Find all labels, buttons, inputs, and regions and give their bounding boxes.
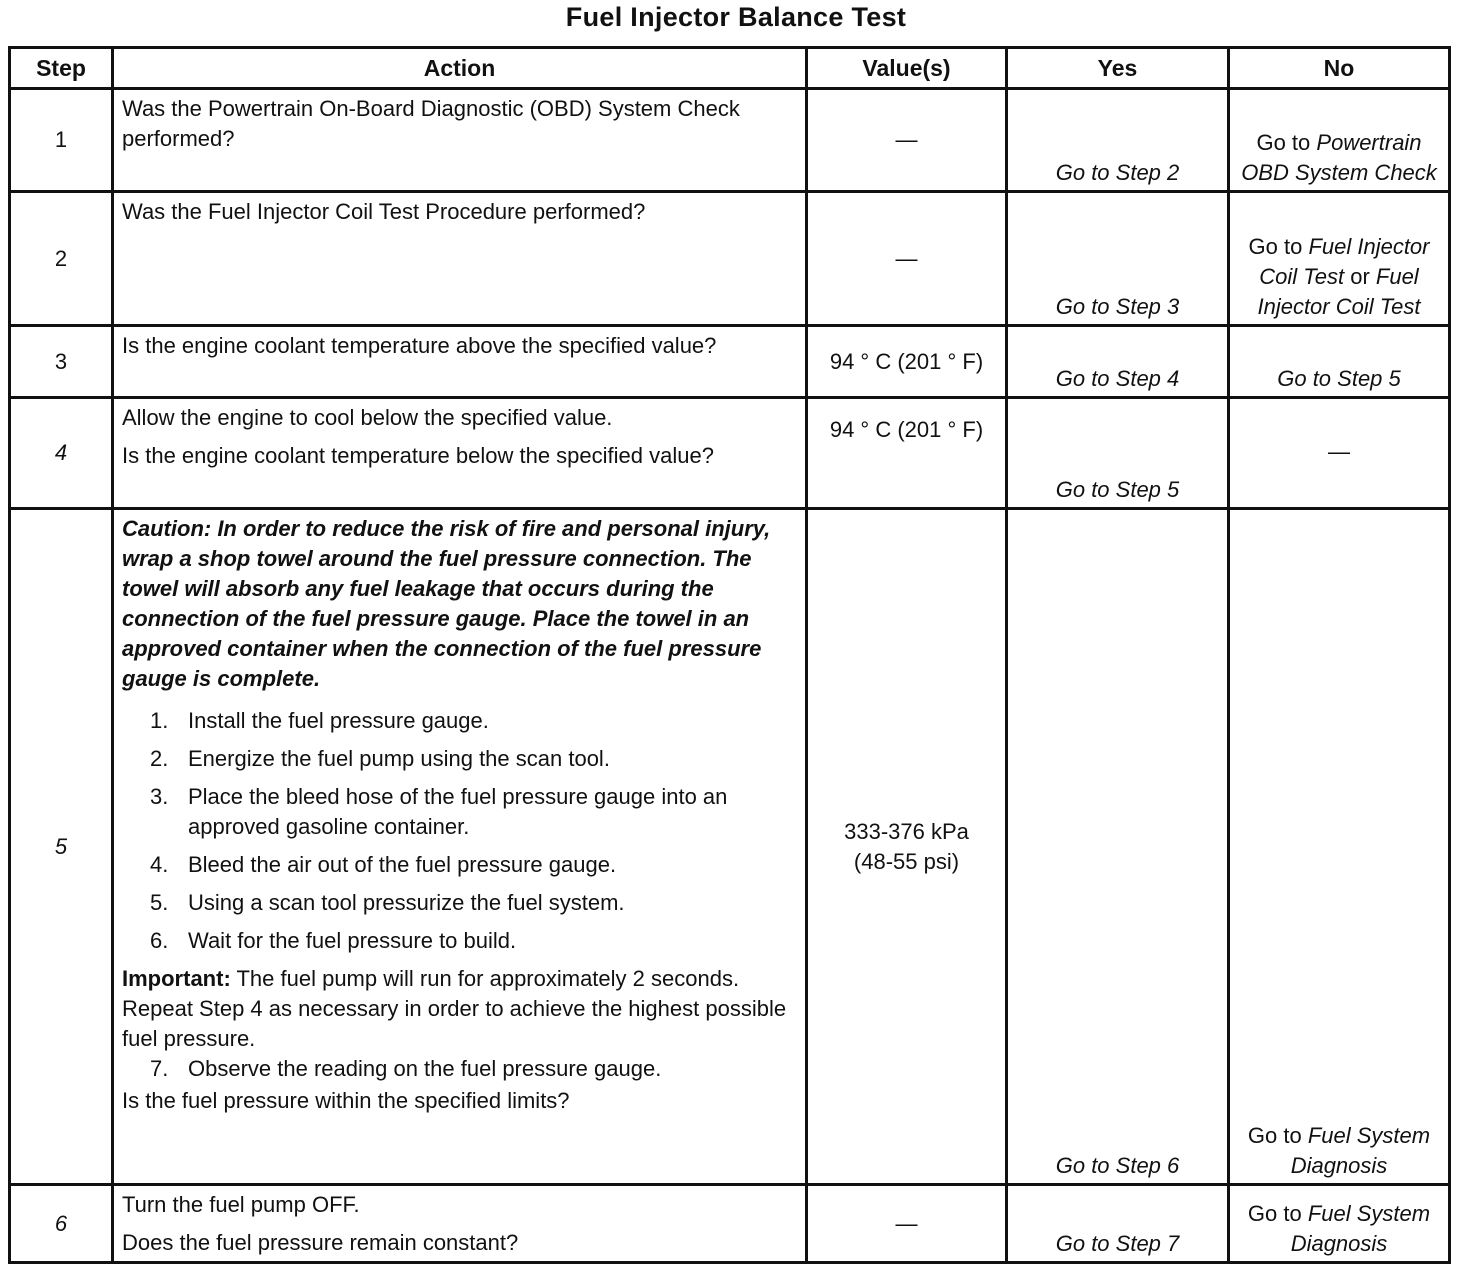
important-label: Important: — [122, 966, 231, 991]
no-link-2: Fuel Injector Coil Test — [1257, 264, 1421, 319]
value-cell: — — [807, 1185, 1007, 1263]
no-prefix: Go to — [1248, 234, 1303, 259]
value-line-2: (48-55 psi) — [853, 848, 960, 874]
header-step: Step — [10, 48, 113, 89]
yes-cell: Go to Step 4 — [1007, 326, 1229, 398]
value-line-1: 333-376 kPa — [844, 818, 969, 844]
no-cell — [1229, 89, 1450, 192]
yes-cell: Go to Step 6 — [1007, 509, 1229, 1185]
step-number: 5 — [10, 509, 113, 1185]
yes-cell: Go to Step 5 — [1007, 398, 1229, 509]
value-cell: — — [807, 89, 1007, 192]
caution-text: Caution: In order to reduce the risk of fire and personal injury, wrap a shop towel around the fuel pressure connection. The towel will absorb any fuel leakage that occurs during the connection of the fuel pressure gauge. Place the towel in an approved container when the connection of the fuel pressure gauge is complete. — [122, 516, 771, 691]
yes-cell: Go to Step 3 — [1007, 192, 1229, 326]
procedure-list-continued — [122, 1054, 797, 1084]
no-cell — [1229, 509, 1450, 1185]
no-prefix: Go to — [1247, 1201, 1302, 1226]
no-link: Fuel Injector Coil Test — [1259, 234, 1430, 289]
no-link: Fuel System Diagnosis — [1290, 1201, 1431, 1256]
no-cell: Go to Step 5 — [1229, 326, 1450, 398]
value-cell — [807, 509, 1007, 1185]
value-cell: — — [807, 192, 1007, 326]
step-number: 1 — [10, 89, 113, 192]
action-text-line-2: Does the fuel pressure remain constant? — [122, 1230, 519, 1255]
no-link: Fuel System Diagnosis — [1290, 1123, 1431, 1178]
action-text-line-1: Allow the engine to cool below the specified value. — [122, 405, 613, 430]
value-cell: 94 ° C (201 ° F) — [807, 398, 1007, 509]
no-cell — [1229, 1185, 1450, 1263]
header-values: Value(s) — [807, 48, 1007, 89]
step-number: 6 — [10, 1185, 113, 1263]
list-item: 7. Observe the reading on the fuel pressure gauge. — [150, 1056, 662, 1081]
action-text: Was the Powertrain On-Board Diagnostic (OBD) System Check performed? — [122, 96, 740, 151]
procedure-list — [122, 706, 797, 956]
no-cell — [1229, 192, 1450, 326]
list-item: 3. Place the bleed hose of the fuel pressure gauge into an approved gasoline container. — [150, 784, 728, 839]
action-question: Is the fuel pressure within the specified limits? — [122, 1088, 570, 1113]
list-item: 2. Energize the fuel pump using the scan tool. — [150, 746, 610, 771]
table-row — [10, 89, 1450, 192]
no-link: Powertrain OBD System Check — [1241, 130, 1437, 185]
header-yes: Yes — [1007, 48, 1229, 89]
table-row — [10, 1185, 1450, 1263]
action-text-line-2: Is the engine coolant temperature below the specified value? — [122, 443, 714, 468]
action-cell — [113, 509, 807, 1185]
header-row — [10, 48, 1450, 89]
action-text: Was the Fuel Injector Coil Test Procedure performed? — [122, 199, 646, 224]
no-cell: — — [1229, 398, 1450, 509]
important-note — [122, 964, 797, 1054]
list-item: 4. Bleed the air out of the fuel pressure gauge. — [150, 852, 617, 877]
table-row — [10, 509, 1450, 1185]
action-cell — [113, 398, 807, 509]
action-text-line-1: Turn the fuel pump OFF. — [122, 1192, 360, 1217]
yes-cell: Go to Step 7 — [1007, 1185, 1229, 1263]
action-cell — [113, 192, 807, 326]
header-no: No — [1229, 48, 1450, 89]
step-number: 2 — [10, 192, 113, 326]
no-prefix: Go to — [1247, 1123, 1302, 1148]
action-text: Is the engine coolant temperature above the specified value? — [122, 333, 717, 358]
table-row — [10, 192, 1450, 326]
action-cell — [113, 1185, 807, 1263]
value-cell: 94 ° C (201 ° F) — [807, 326, 1007, 398]
page-title: Fuel Injector Balance Test — [565, 2, 907, 32]
important-text: The fuel pump will run for approximately 2 seconds. Repeat Step 4 as necessary in order to achieve the highest possible fuel pressure. — [122, 966, 787, 1051]
step-number: 4 — [10, 398, 113, 509]
table-row — [10, 326, 1450, 398]
yes-cell: Go to Step 2 — [1007, 89, 1229, 192]
list-item: 6. Wait for the fuel pressure to build. — [150, 928, 517, 953]
action-cell — [113, 326, 807, 398]
step-number: 3 — [10, 326, 113, 398]
list-item: 1. Install the fuel pressure gauge. — [150, 708, 489, 733]
list-item: 5. Using a scan tool pressurize the fuel system. — [150, 890, 625, 915]
no-prefix: Go to — [1256, 130, 1311, 155]
action-cell — [113, 89, 807, 192]
balance-test-table — [8, 46, 1451, 1264]
header-action: Action — [113, 48, 807, 89]
table-row — [10, 398, 1450, 509]
no-mid: or — [1350, 264, 1370, 289]
